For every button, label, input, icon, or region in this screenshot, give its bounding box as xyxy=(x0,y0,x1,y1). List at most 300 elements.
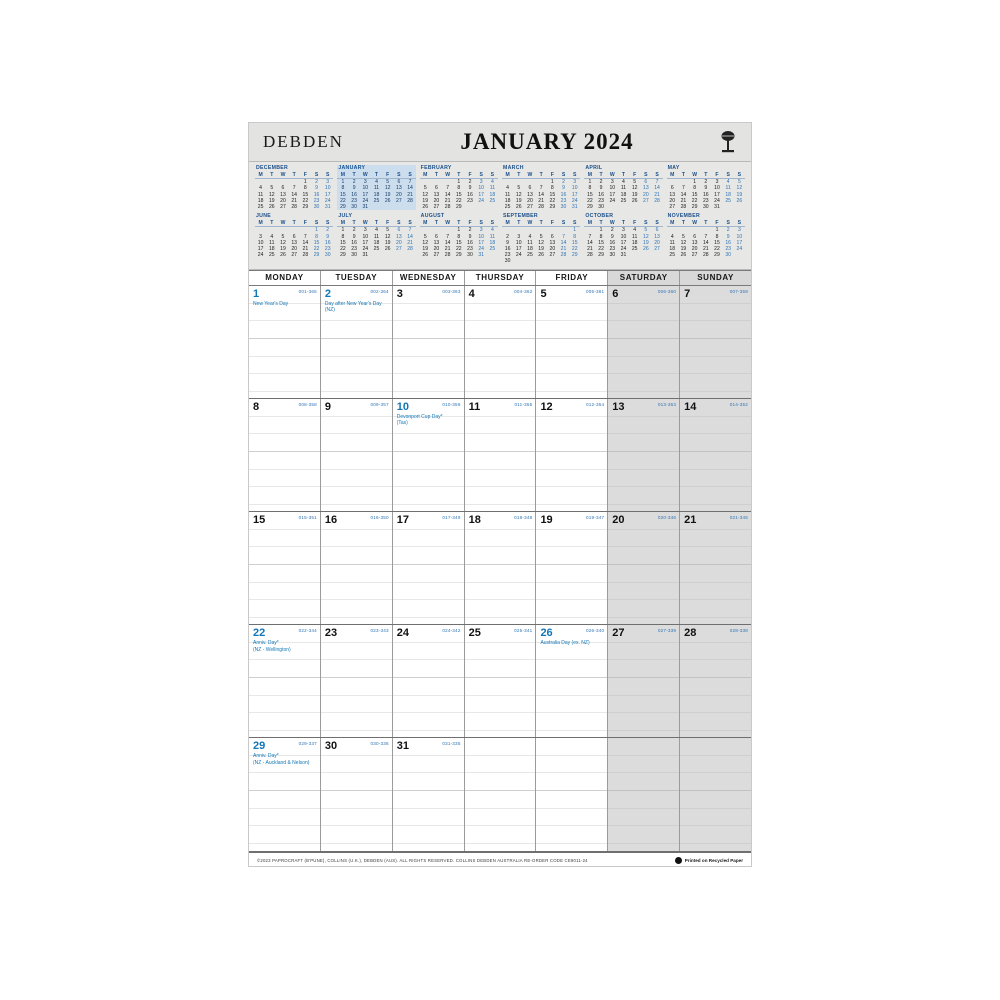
mini-month-label: MAY xyxy=(667,165,680,171)
mini-day: 5 xyxy=(423,185,427,192)
mini-day: 7 xyxy=(655,179,659,186)
day-cell[interactable] xyxy=(608,512,680,624)
julian-date: 017-349 xyxy=(442,515,461,521)
mini-day: 3 xyxy=(363,179,367,186)
mini-dow: W xyxy=(607,220,618,227)
mini-day: 25 xyxy=(631,246,638,253)
day-number: 20 xyxy=(612,514,625,527)
mini-day: 4 xyxy=(270,233,274,240)
julian-date: 002-364 xyxy=(370,288,389,294)
mini-day: 30 xyxy=(609,252,616,259)
mini-day: 10 xyxy=(609,185,616,192)
mini-month-august[interactable] xyxy=(420,213,498,264)
mini-dow: T xyxy=(349,172,360,179)
mini-day: 7 xyxy=(588,233,592,240)
day-cell[interactable] xyxy=(536,512,608,624)
mini-day: 27 xyxy=(527,204,533,211)
mini-day: 11 xyxy=(632,233,638,240)
julian-date: 026-340 xyxy=(586,628,605,634)
julian-date: 007-359 xyxy=(729,288,749,294)
mini-dow: T xyxy=(513,220,524,227)
mini-day: 15 xyxy=(714,239,720,246)
mini-day: 31 xyxy=(324,204,331,211)
mini-day: 13 xyxy=(396,185,402,192)
mini-day: 29 xyxy=(340,204,346,211)
mini-day: 24 xyxy=(257,252,264,259)
day-cell[interactable] xyxy=(536,399,608,511)
mini-day: 15 xyxy=(455,239,462,246)
mini-day: 6 xyxy=(435,185,438,192)
mini-dow: S xyxy=(723,220,734,227)
mini-day: 25 xyxy=(373,197,380,204)
mini-day: 28 xyxy=(654,197,660,204)
collins-logo-icon xyxy=(719,130,737,154)
mini-dow: M xyxy=(337,172,348,179)
mini-day: 30 xyxy=(351,252,357,259)
event-label: (NZ - Auckland & Nelson) xyxy=(253,760,310,767)
mini-day: 1 xyxy=(457,179,461,186)
mini-day: 4 xyxy=(633,227,637,234)
day-cell[interactable] xyxy=(608,625,680,737)
mini-day: 13 xyxy=(549,239,556,246)
mini-day: 24 xyxy=(362,246,369,253)
mini-day: 19 xyxy=(680,246,687,253)
mini-day: 14 xyxy=(444,191,451,198)
day-number: 13 xyxy=(612,400,625,413)
mini-day: 14 xyxy=(538,191,544,198)
mini-day: 16 xyxy=(560,191,567,198)
julian-date: 013-353 xyxy=(657,401,677,407)
mini-day: 30 xyxy=(598,204,604,211)
mini-month-may[interactable] xyxy=(667,165,745,210)
mini-day: 23 xyxy=(598,197,604,204)
day-cell[interactable] xyxy=(536,738,608,850)
day-cell[interactable] xyxy=(680,738,751,850)
mini-dow: F xyxy=(711,220,722,227)
mini-day: 12 xyxy=(268,191,275,198)
mini-day: 2 xyxy=(704,179,708,186)
mini-day: 11 xyxy=(669,239,675,246)
mini-dow: W xyxy=(277,220,288,227)
mini-day xyxy=(502,227,513,234)
mini-day: 11 xyxy=(373,233,380,240)
mini-day: 21 xyxy=(587,246,593,253)
weekday-header-saturday: SATURDAY xyxy=(608,271,680,285)
day-cell[interactable] xyxy=(608,286,680,398)
mini-day: 30 xyxy=(467,252,473,259)
mini-day: 23 xyxy=(351,246,357,253)
day-cell[interactable] xyxy=(321,738,393,850)
mini-day: 13 xyxy=(433,239,440,246)
mini-day: 10 xyxy=(257,239,264,246)
mini-day: 1 xyxy=(341,179,345,186)
mini-day: 26 xyxy=(280,252,286,259)
year-planner-row xyxy=(255,165,745,210)
mini-day: 20 xyxy=(643,191,649,198)
julian-date: 011-355 xyxy=(514,401,533,407)
mini-day xyxy=(266,227,277,234)
day-events xyxy=(253,301,317,308)
mini-day: 21 xyxy=(654,191,660,198)
mini-dow: F xyxy=(629,172,640,179)
mini-day: 31 xyxy=(362,204,369,211)
mini-dow: T xyxy=(453,172,464,179)
day-number: 6 xyxy=(612,287,619,300)
mini-dow: T xyxy=(536,172,547,179)
mini-day: 19 xyxy=(736,191,743,198)
day-number: 17 xyxy=(396,514,409,527)
mini-day: 11 xyxy=(269,239,275,246)
mini-day: 25 xyxy=(527,252,533,259)
mini-dow: W xyxy=(277,172,288,179)
mini-day: 19 xyxy=(631,191,638,198)
mini-day: 4 xyxy=(506,185,509,192)
mini-day: 25 xyxy=(373,246,380,253)
day-cell[interactable] xyxy=(249,399,321,511)
mini-dow: T xyxy=(700,172,711,179)
mini-day: 22 xyxy=(302,197,309,204)
day-cell[interactable] xyxy=(465,512,537,624)
mini-day: 21 xyxy=(538,197,544,204)
mini-day: 24 xyxy=(620,246,627,253)
mini-day: 13 xyxy=(527,191,533,198)
mini-day: 30 xyxy=(504,258,511,265)
page-title: JANUARY 2024 xyxy=(460,129,634,154)
mini-day xyxy=(371,252,382,258)
week-row xyxy=(249,625,751,738)
mini-day xyxy=(289,227,300,234)
day-number: 19 xyxy=(540,514,553,527)
mini-month-july[interactable] xyxy=(337,213,415,264)
day-cell[interactable] xyxy=(608,399,680,511)
mini-month-table xyxy=(502,172,580,210)
mini-day: 20 xyxy=(280,197,286,204)
mini-day: 6 xyxy=(435,233,438,240)
day-cell[interactable] xyxy=(393,512,465,624)
mini-dow: S xyxy=(404,220,415,227)
mini-month-january[interactable] xyxy=(337,165,415,210)
day-cell[interactable] xyxy=(393,625,465,737)
mini-day: 7 xyxy=(303,233,307,240)
mini-day: 9 xyxy=(352,185,356,192)
mini-day xyxy=(547,258,558,264)
mini-month-september[interactable] xyxy=(502,213,580,264)
day-number: 15 xyxy=(253,514,266,527)
day-cell[interactable] xyxy=(393,399,465,511)
mini-dow: M xyxy=(584,172,595,179)
mini-day: 25 xyxy=(268,252,275,259)
mini-day xyxy=(547,227,558,234)
mini-day: 2 xyxy=(352,179,356,186)
mini-day: 17 xyxy=(257,246,264,253)
mini-day: 28 xyxy=(407,246,413,253)
mini-month-october[interactable] xyxy=(584,213,662,264)
mini-day: 5 xyxy=(517,185,521,192)
julian-date: 021-345 xyxy=(729,515,749,521)
day-number: 14 xyxy=(684,400,697,413)
mini-day: 2 xyxy=(468,179,472,186)
mini-day: 4 xyxy=(670,233,674,240)
mini-dow: T xyxy=(678,220,689,227)
mini-month-label: APRIL xyxy=(585,165,603,171)
mini-day xyxy=(255,227,266,234)
mini-month-table xyxy=(584,220,662,258)
day-number: 23 xyxy=(324,627,338,640)
day-cell[interactable] xyxy=(249,512,321,624)
mini-day xyxy=(300,227,311,234)
mini-day: 13 xyxy=(433,191,440,198)
mini-dow: S xyxy=(558,220,569,227)
mini-dow: S xyxy=(734,220,745,227)
mini-day: 6 xyxy=(670,185,674,192)
mini-dow: T xyxy=(700,220,711,227)
day-cell[interactable] xyxy=(465,286,537,398)
mini-month-june[interactable] xyxy=(255,213,333,264)
mini-day: 15 xyxy=(598,239,604,246)
day-cell[interactable] xyxy=(536,286,608,398)
mini-day: 4 xyxy=(375,179,378,186)
mini-day xyxy=(431,227,442,234)
day-cell[interactable] xyxy=(465,399,537,511)
day-cell[interactable] xyxy=(680,399,751,511)
mini-day: 4 xyxy=(528,233,532,240)
mini-day xyxy=(431,179,442,186)
event-label: New Year's Day xyxy=(253,300,289,307)
mini-day: 16 xyxy=(725,239,731,246)
mini-day: 3 xyxy=(573,179,577,186)
mini-day: 24 xyxy=(609,197,616,204)
mini-day: 7 xyxy=(562,233,565,240)
mini-month-label: OCTOBER xyxy=(585,213,614,220)
mini-day: 11 xyxy=(725,185,731,192)
mini-day: 19 xyxy=(280,246,286,253)
mini-day: 8 xyxy=(715,233,719,240)
mini-dow: S xyxy=(476,172,487,179)
mini-day: 14 xyxy=(444,239,451,246)
event-label: Devonport Cup Day* xyxy=(396,413,443,420)
mini-day: 21 xyxy=(702,246,709,253)
day-cell[interactable] xyxy=(321,286,393,398)
mini-day: 18 xyxy=(620,191,627,198)
event-label: Australia Day (ex. NZ) xyxy=(540,640,590,647)
mini-day: 4 xyxy=(259,185,263,192)
mini-day: 27 xyxy=(643,197,649,204)
mini-day: 6 xyxy=(281,185,285,192)
mini-day: 23 xyxy=(324,246,331,253)
mini-day: 27 xyxy=(396,197,402,204)
mini-dow: W xyxy=(360,220,371,227)
mini-day: 16 xyxy=(598,191,604,198)
day-cell[interactable] xyxy=(680,286,751,398)
julian-date: 005-361 xyxy=(586,288,605,294)
mini-day: 13 xyxy=(654,233,660,240)
mini-dow: T xyxy=(596,220,607,227)
weekday-header-row xyxy=(249,270,751,286)
mini-day: 12 xyxy=(422,239,429,246)
day-cell[interactable] xyxy=(249,738,321,850)
mini-day: 1 xyxy=(341,227,345,234)
mini-dow: S xyxy=(322,172,333,179)
day-number: 5 xyxy=(540,287,547,300)
mini-day: 6 xyxy=(292,233,296,240)
day-cell[interactable] xyxy=(393,738,465,850)
mini-day: 27 xyxy=(654,246,660,253)
mini-dow: S xyxy=(723,172,734,179)
mini-day: 11 xyxy=(373,185,380,192)
mini-day: 10 xyxy=(362,233,369,240)
day-cell[interactable] xyxy=(536,625,608,737)
mini-month-april[interactable] xyxy=(584,165,662,210)
mini-day: 11 xyxy=(489,185,496,192)
mini-day: 24 xyxy=(478,197,485,204)
day-cell[interactable] xyxy=(608,738,680,850)
mini-day: 30 xyxy=(560,204,567,211)
mini-day: 4 xyxy=(726,179,730,186)
mini-day xyxy=(513,179,524,186)
mini-day xyxy=(584,227,595,234)
day-cell[interactable] xyxy=(321,625,393,737)
mini-day: 16 xyxy=(467,191,473,198)
day-cell[interactable] xyxy=(465,625,537,737)
recycled-paper-badge xyxy=(675,857,743,864)
mini-dow: W xyxy=(607,172,618,179)
mini-day: 16 xyxy=(609,239,616,246)
event-label: Anniv. Day* xyxy=(253,753,279,760)
mini-day xyxy=(651,252,662,258)
mini-dow: W xyxy=(360,172,371,179)
mini-day: 16 xyxy=(324,239,331,246)
day-cell[interactable] xyxy=(249,286,321,398)
mini-day: 30 xyxy=(351,204,357,211)
mini-day: 2 xyxy=(610,227,614,234)
mini-day: 2 xyxy=(326,227,330,234)
mini-day: 31 xyxy=(571,204,578,211)
mini-day xyxy=(618,204,629,210)
mini-day: 12 xyxy=(736,185,743,192)
mini-day xyxy=(404,204,415,210)
mini-dow: F xyxy=(547,172,558,179)
mini-day xyxy=(734,252,745,258)
mini-day xyxy=(513,258,524,264)
mini-day xyxy=(420,179,431,186)
mini-month-february[interactable] xyxy=(420,165,498,210)
mini-day xyxy=(640,252,651,258)
mini-day: 7 xyxy=(704,233,708,240)
mini-day: 12 xyxy=(538,239,544,246)
mini-dow: M xyxy=(667,220,678,227)
day-events xyxy=(325,301,389,314)
day-cell[interactable] xyxy=(680,625,751,737)
mini-day: 13 xyxy=(691,239,698,246)
mini-day: 30 xyxy=(702,204,709,211)
mini-dow: M xyxy=(420,172,431,179)
mini-day: 13 xyxy=(396,233,402,240)
mini-dow: F xyxy=(464,220,475,227)
mini-day xyxy=(255,179,266,186)
mini-day: 12 xyxy=(643,233,649,240)
mini-day: 26 xyxy=(515,204,522,211)
day-cell[interactable] xyxy=(321,512,393,624)
day-cell[interactable] xyxy=(465,738,537,850)
day-cell[interactable] xyxy=(321,399,393,511)
weekday-header-monday: MONDAY xyxy=(249,271,321,285)
mini-month-table xyxy=(667,220,745,258)
weekday-header-friday: FRIDAY xyxy=(536,271,608,285)
day-number: 29 xyxy=(253,740,266,753)
mini-day xyxy=(678,227,689,234)
mini-day: 21 xyxy=(302,246,309,253)
mini-day: 31 xyxy=(478,252,485,259)
mini-dow: F xyxy=(300,172,311,179)
mini-day: 25 xyxy=(489,197,496,204)
mini-day: 17 xyxy=(620,239,627,246)
mini-day xyxy=(524,227,535,234)
mini-day: 30 xyxy=(313,204,320,211)
mini-day: 25 xyxy=(257,204,264,211)
julian-date: 022-344 xyxy=(298,628,317,634)
mini-day xyxy=(607,204,618,210)
day-number: 30 xyxy=(324,740,338,753)
julian-date: 014-352 xyxy=(729,401,749,407)
mini-day: 26 xyxy=(736,197,743,204)
week-row xyxy=(249,738,751,851)
day-cell[interactable] xyxy=(393,286,465,398)
mini-dow: T xyxy=(371,220,382,227)
mini-month-table xyxy=(667,172,745,210)
mini-day: 13 xyxy=(669,191,676,198)
mini-day: 19 xyxy=(384,191,391,198)
mini-month-march[interactable] xyxy=(502,165,580,210)
mini-day: 18 xyxy=(631,239,638,246)
mini-day: 23 xyxy=(467,246,473,253)
day-cell[interactable] xyxy=(249,625,321,737)
mini-day: 22 xyxy=(340,197,346,204)
mini-dow: F xyxy=(711,172,722,179)
mini-day: 20 xyxy=(691,246,698,253)
mini-day: 24 xyxy=(515,252,522,259)
day-cell[interactable] xyxy=(680,512,751,624)
mini-day: 13 xyxy=(643,185,649,192)
mini-dow: F xyxy=(300,220,311,227)
mini-day xyxy=(442,179,453,186)
mini-day: 9 xyxy=(468,185,472,192)
mini-day: 13 xyxy=(291,239,297,246)
mini-dow: M xyxy=(502,220,513,227)
mini-day: 23 xyxy=(351,197,357,204)
mini-dow: W xyxy=(442,172,453,179)
mini-day: 18 xyxy=(268,246,275,253)
julian-date: 008-358 xyxy=(298,401,317,407)
mini-day: 20 xyxy=(291,246,297,253)
mini-month-november[interactable] xyxy=(667,213,745,264)
mini-day: 10 xyxy=(714,185,720,192)
mini-day xyxy=(536,179,547,186)
mini-day: 10 xyxy=(478,185,485,192)
mini-dow: T xyxy=(513,172,524,179)
mini-day: 15 xyxy=(455,191,462,198)
mini-day xyxy=(464,204,475,210)
day-number: 4 xyxy=(468,287,475,300)
mini-day: 7 xyxy=(539,185,543,192)
mini-month-december[interactable] xyxy=(255,165,333,210)
mini-day: 10 xyxy=(515,239,522,246)
mini-dow: M xyxy=(255,220,266,227)
mini-day: 31 xyxy=(362,252,369,259)
mini-day: 10 xyxy=(362,185,369,192)
mini-day: 8 xyxy=(341,233,345,240)
mini-day: 1 xyxy=(573,227,577,234)
weekday-header-thursday: THURSDAY xyxy=(465,271,537,285)
